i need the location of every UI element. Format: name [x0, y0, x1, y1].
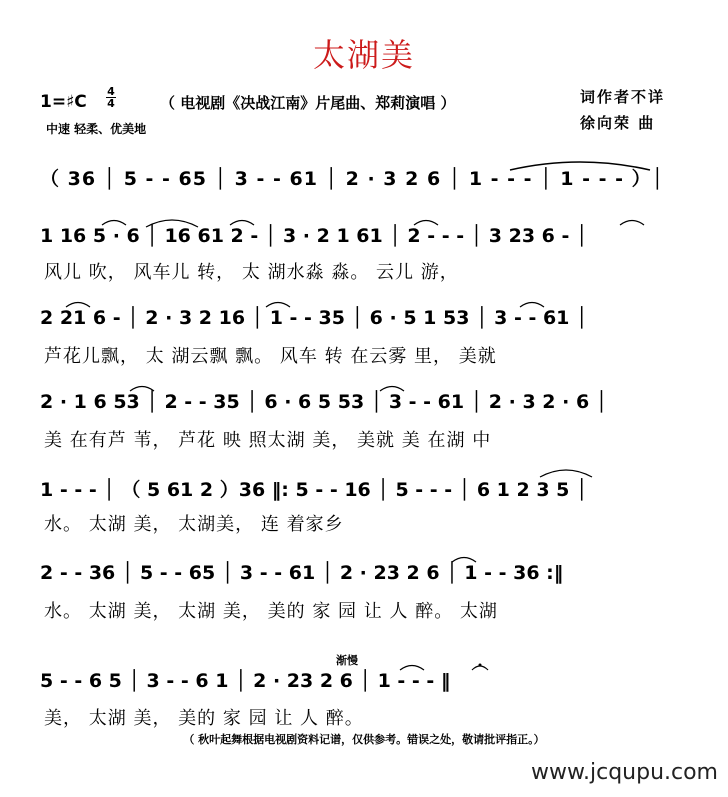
- music-line: （ 36 │ 5 - - 65 │ 3 - - 61 │ 2 · 3 2 6 │ 1 - - - │ 1 - - - ）│: [40, 168, 665, 190]
- time-denominator: 4: [107, 97, 115, 110]
- lyric-line-2: 芦花儿飘， 太 湖云飘 飘。 风车 转 在云雾 里， 美就: [44, 346, 497, 367]
- music-line: 1 16 5 · 6 │ 16 61 2 - │ 3 · 2 1 61 │ 2 - - - │ 3 23 6 - │: [40, 225, 588, 247]
- watermark: www.jcqupu.com: [531, 760, 718, 785]
- music-line: 2 21 6 - │ 2 · 3 2 16 │ 1 - - 35 │ 6 · 5 1 53 │ 3 - - 61 │: [40, 307, 588, 329]
- key-signature: [40, 92, 87, 112]
- tempo-change: 渐慢: [336, 654, 358, 667]
- page-title: 太湖美: [312, 36, 415, 74]
- score-row-2: [40, 297, 700, 347]
- score-row-4: [40, 465, 700, 515]
- music-line: 5 - - 6 5 │ 3 - - 6 1 │ 2 · 23 2 6 │ 1 - - - ‖: [40, 670, 451, 692]
- lyric-line-6: 美， 太湖 美， 美的 家 园 让 人 醉。: [44, 708, 364, 729]
- tempo-marking: 中速 轻柔、优美地: [46, 122, 147, 136]
- score-row-3: [40, 381, 700, 431]
- lyric-line-3: 美 在有芦 苇， 芦花 映 照太湖 美， 美就 美 在湖 中: [44, 430, 492, 451]
- lyric-line-4: 水。 太湖 美， 太湖美， 连 着家乡: [44, 514, 344, 535]
- composer-credit: 徐向荣 曲: [580, 114, 656, 132]
- time-signature: [106, 86, 116, 109]
- lyric-line-1: 风儿 吹， 风车儿 转， 太 湖水淼 淼。 云儿 游，: [44, 262, 459, 283]
- time-numerator: 4: [107, 85, 115, 98]
- music-line: 2 - - 36 │ 5 - - 65 │ 3 - - 61 │ 2 · 23 2 6 │ 1 - - 36 :‖: [40, 562, 564, 584]
- score-row-intro: [40, 160, 700, 210]
- lyric-line-5: 水。 太湖 美， 太湖 美， 美的 家 园 让 人 醉。 太湖: [44, 601, 498, 622]
- score-row-5: [40, 552, 700, 602]
- score-row-6: [40, 660, 700, 710]
- music-line: 1 - - - │ （ 5 61 2 ）36 ‖: 5 - - 16 │ 5 - - - │ 6 1 2 3 5 │: [40, 479, 588, 501]
- source-line: （ 电视剧《决战江南》片尾曲、郑莉演唱 ）: [160, 94, 456, 112]
- lyricist-credit: 词作者不详: [580, 88, 666, 106]
- footnote: （ 秋叶起舞根据电视剧资料记谱，仅供参考。错误之处，敬请批评指正。）: [183, 733, 545, 746]
- music-line: 2 · 1 6 53 │ 2 - - 35 │ 6 · 6 5 53 │ 3 - - 61 │ 2 · 3 2 · 6 │: [40, 391, 608, 413]
- key-text: 1=♯C: [40, 92, 87, 112]
